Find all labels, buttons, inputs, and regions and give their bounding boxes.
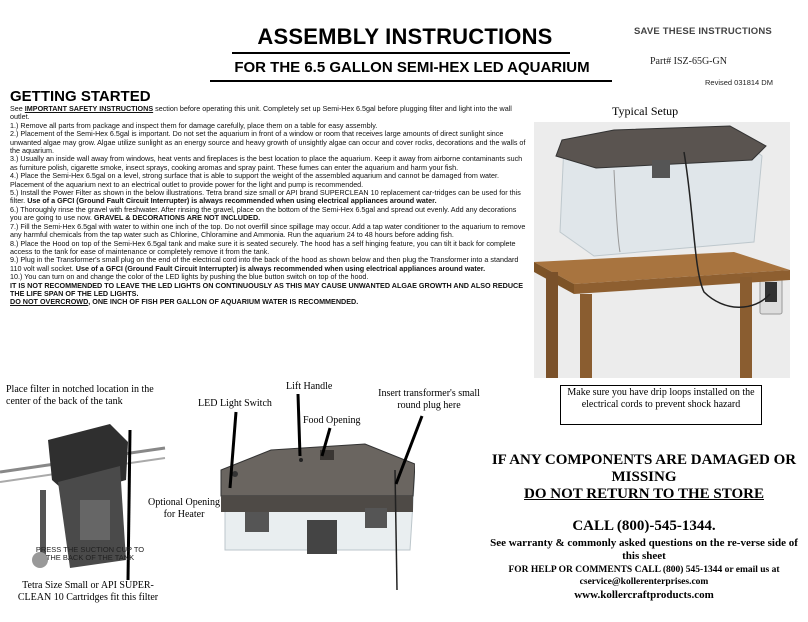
call-number: CALL (800)-545-1344.: [572, 518, 716, 534]
revision-note: Revised 031814 DM: [705, 78, 773, 87]
step-2: 2.) Placement of the Semi-Hex 6.5gal is important. Do not set the aquarium in front of a window or room that receives large amounts of direct sunlight since unwanted algae may grow. Algae utilize sunlight as an energy source and heavy growth of unsightly algae can occur and cover rocks, decorations and the walls of the aquarium.: [10, 129, 526, 156]
arrow-transformer-plug: [396, 416, 422, 484]
table-leg: [580, 294, 592, 378]
filter-placement-label: Place filter in notched location in the center of the back of the tank: [6, 384, 154, 407]
led-switch-label: LED Light Switch: [198, 398, 272, 409]
website-link[interactable]: www.kollercraftproducts.com: [574, 589, 714, 601]
step-6: [10, 206, 526, 223]
step-6-note: GRAVEL & DECORATIONS ARE NOT INCLUDED.: [93, 213, 261, 223]
save-notice: SAVE THESE INSTRUCTIONS: [634, 26, 772, 37]
document-title: ASSEMBLY INSTRUCTIONS: [257, 24, 553, 49]
subtitle-underline: [210, 80, 612, 82]
lift-handle-label: Lift Handle: [286, 381, 333, 392]
led-warning: IT IS NOT RECOMMENDED TO LEAVE THE LED LIGHTS ON CONTINUOUSLY AS THIS MAY CAUSE UNWANTED ALGAE GROWTH AND ALSO REDUCE THE LIFE SPAN OF THE LED LIGHTS.: [10, 280, 523, 298]
typical-setup-heading: Typical Setup: [612, 104, 679, 118]
step-5-text: 5.) Install the Power Filter as shown in the below illustrations. Tetra brand size small or API brand SUPERCLEAN 10 replacement car-tridges can be used for this filter.: [10, 188, 521, 206]
suction-cup-label: PRESS THE SUCTION CUP TO THE BACK OF THE TANK: [35, 545, 145, 562]
do-not-return-notice: [486, 486, 802, 503]
step-3: 3.) Usually an inside wall away from windows, heat vents and fireplaces is the best location to place the aquarium. Keep it away from airborne contaminants such as furniture polish, cigarette smoke, insect sprays, cooking aromas and spray paint. These fumes can enter the aquarium and harm your fish.: [10, 154, 523, 172]
intro-paragraph: [10, 105, 526, 122]
overcrowd-rest: , ONE INCH OF FISH PER GALLON OF AQUARIUM WATER IS RECOMMENDED.: [88, 297, 359, 307]
getting-started-heading: GETTING STARTED: [10, 88, 151, 105]
table-leg: [546, 272, 558, 378]
intro-post: section before operating this unit. Completely set up Semi-Hex 6.5gal before plugging filter and light into the wall outlet.: [10, 104, 512, 122]
safety-instructions-reference: IMPORTANT SAFETY INSTRUCTIONS: [24, 104, 154, 113]
title-underline: [232, 52, 570, 54]
typical-setup-illustration: [534, 122, 790, 378]
transformer-plug-label: Insert transformer's small round plug here: [378, 388, 480, 411]
instructions-body: [10, 105, 526, 307]
hood-hinge: [245, 512, 269, 532]
step-4: 4.) Place the Semi-Hex 6.5gal on a level, strong surface that is able to support the weight of the assembled aquarium and cannot be damaged from water. Placement of the aquarium next to an electrical outlet to provide power for the light and pump is recommended.: [10, 171, 500, 189]
step-10: 10.) You can turn on and change the color of the LED lights by pushing the blue button switch on top of the hood.: [10, 272, 369, 282]
step-9-text: 9.) Plug in the Transformer's small plug on the end of the electrical cord into the back of the hood as shown below and then plug the Transformer into a standard 110 volt wall socket.: [10, 255, 519, 273]
heater-opening-label: Optional Opening for Heater: [148, 497, 220, 520]
intro-pre: See: [10, 104, 25, 113]
filter-unit: [307, 520, 337, 554]
callout-arrows: [200, 380, 460, 510]
filter-cartridge: [80, 500, 110, 540]
part-number: Part# ISZ-65G-GN: [650, 56, 727, 67]
warranty-note: See warranty & commonly asked questions on the re-verse side of this sheet: [490, 537, 798, 562]
do-not-return-text: DO NOT RETURN TO THE STORE: [524, 486, 764, 502]
transformer-plug: [765, 282, 777, 302]
help-line: FOR HELP OR COMMENTS CALL (800) 545-1344 or email us at cservice@kollerenterprises.com: [508, 565, 780, 587]
step-5: [10, 189, 526, 206]
step-9-gfci: Use of a GFCI (Ground Fault Circuit Interrupter) is always recommended when using electrical appliances around water.: [75, 263, 486, 273]
step-1: 1.) Remove all parts from package and inspect them for damage carefully, place them on a table for easy assembly.: [10, 120, 378, 130]
step-7: 7.) Fill the Semi-Hex 6.5gal with water to within one inch of the top. Do not overfill since spillage may occur. Add a tap water conditioner to the aquarium to remove any harmful chemicals from the tap water such as Chlorine, Chloramine and Ammonia. Run the aquarium 24 to 48 hours before adding fish.: [10, 221, 526, 240]
table-leg: [740, 277, 752, 378]
food-opening-label: Food Opening: [303, 415, 361, 426]
arrow-led-switch: [230, 412, 236, 488]
step-9: [10, 256, 526, 273]
document-subtitle: FOR THE 6.5 GALLON SEMI-HEX LED AQUARIUM: [234, 59, 590, 76]
drip-loop-note: Make sure you have drip loops installed on the electrical cords to prevent shock hazard: [560, 385, 762, 425]
filter-box: [652, 160, 670, 178]
overcrowd-underlined: DO NOT OVERCROWD: [10, 297, 89, 307]
arrow-lift-handle: [298, 394, 300, 456]
overcrowd-warning: [10, 298, 526, 306]
damaged-notice: IF ANY COMPONENTS ARE DAMAGED OR MISSING: [491, 452, 797, 485]
arrow-food-opening: [322, 428, 330, 456]
hood-hinge: [365, 508, 387, 528]
cartridge-label: Tetra Size Small or API SUPER-CLEAN 10 Cartridges fit this filter: [17, 580, 159, 603]
step-6-text: 6.) Thoroughly rinse the gravel with freshwater. After rinsing the gravel, place on the bottom of the Semi-Hex 6.5gal and spread out evenly. Add any decorations you are going to use now.: [10, 204, 517, 223]
step-8: 8.) Place the Hood on top of the Semi-Hex 6.5gal tank and make sure it is seated securely. The hood has a self hinging feature, you can tilt it back for complete access to the tank for ease of maintenance or completely remove it from the tank.: [10, 238, 516, 256]
step-5-gfci: Use of a GFCI (Ground Fault Circuit Interrupter) is always recommended when using electrical appliances around water.: [27, 196, 437, 206]
